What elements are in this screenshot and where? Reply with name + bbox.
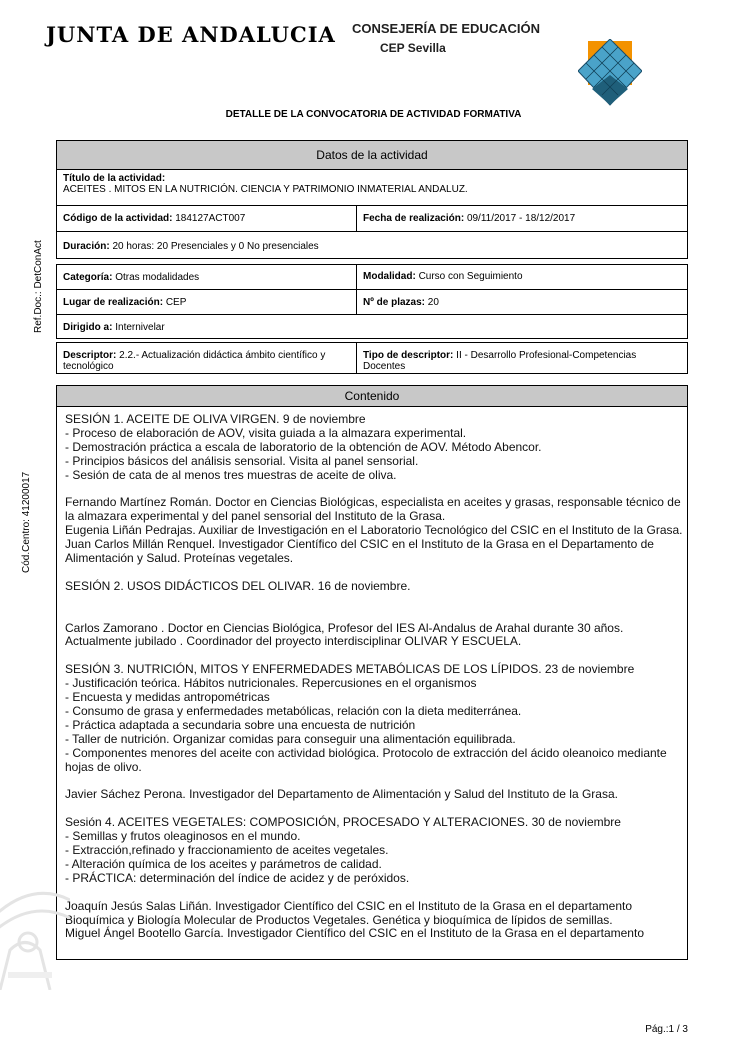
duracion-value: 20 horas: 20 Presenciales y 0 No presenciales [112, 241, 319, 252]
content-line: SESIÓN 2. USOS DIDÁCTICOS DEL OLIVAR. 16 de noviembre. [65, 578, 411, 593]
codigo-value: 184127ACT007 [175, 213, 246, 224]
fecha-value: 09/11/2017 - 18/12/2017 [466, 213, 576, 224]
codigo-fecha-row [57, 206, 687, 232]
document-title: DETALLE DE LA CONVOCATORIA DE ACTIVIDAD FORMATIVA [225, 109, 522, 120]
lugar-label: Lugar de realización: [63, 297, 164, 308]
duracion-row [57, 232, 687, 252]
content-line: Javier Sáchez Perona. Investigador del Departamento de Alimentación y Salud del Instituto de la Grasa. [65, 787, 618, 802]
content-line: SESIÓN 3. NUTRICIÓN, MITOS Y ENFERMEDADES METABÓLICAS DE LOS LÍPIDOS. 23 de noviembre [65, 662, 635, 677]
cep-logo-icon [578, 39, 642, 107]
dirigido-row [57, 315, 687, 333]
lugar-value: CEP [165, 297, 187, 308]
categoria-value: Otras modalidades [115, 272, 200, 283]
blank-line [65, 566, 685, 580]
plazas-cell [357, 290, 687, 314]
content-line: - Extracción,refinado y fraccionamiento de aceites vegetales. [65, 842, 389, 857]
titulo-value: ACEITES . MITOS EN LA NUTRICIÓN. CIENCIA Y PATRIMONIO INMATERIAL ANDALUZ. [63, 184, 468, 195]
page-number: Pág.:1 / 3 [645, 1024, 688, 1035]
content-line: - Proceso de elaboración de AOV, visita guiada a la almazara experimental. [65, 425, 467, 440]
content-line: Juan Carlos Millán Renquel. Investigador Científico del CSIC en el Instituto de la Grasa en el Departamento de Alimentación y Salud. Proteínas vegetales. [65, 537, 654, 566]
contenido-text [65, 413, 685, 941]
tipo-value: II - Desarrollo Profesional-Competencias Docentes [363, 350, 637, 372]
fecha-cell [357, 206, 687, 231]
codigo-cell [57, 206, 357, 231]
content-line: - Encuesta y medidas antropométricas [65, 690, 270, 705]
content-line: - Semillas y frutos oleaginosos en el mundo. [65, 829, 301, 844]
tipo-label: Tipo de descriptor: [363, 350, 454, 361]
blank-line [65, 774, 685, 788]
blank-line [65, 594, 685, 608]
contenido-header: Contenido [57, 386, 687, 407]
content-line: Miguel Ángel Bootello García. Investigador Científico del CSIC en el Instituto de la Grasa en el departamento [65, 926, 644, 941]
cod-centro-label: Cód.Centro: 41200017 [21, 471, 32, 573]
datos-table [56, 140, 688, 259]
content-line: - Sesión de cata de al menos tres muestras de aceite de oliva. [65, 467, 397, 482]
cep-title: CEP Sevilla [380, 41, 446, 55]
blank-line [65, 608, 685, 622]
duracion-label: Duración: [63, 241, 110, 252]
plazas-label: Nº de plazas: [363, 297, 426, 308]
datos-header: Datos de la actividad [57, 141, 687, 170]
content-line: - Componentes menores del aceite con actividad biológica. Protocolo de extracción del ácido oleanoico mediante hojas de olivo. [65, 745, 667, 774]
content-line: Eugenia Liñán Pedrajas. Auxiliar de Investigación en el Laboratorio Tecnológico del CSIC en el Instituto de la Grasa. [65, 523, 683, 538]
content-line: Joaquín Jesús Salas Liñán. Investigador Científico del CSIC en el Instituto de la Grasa en el departamento Bioquímica y Biología Molecular de Productos Vegetales. Genética y bioquímica de lípidos de semillas. [65, 898, 632, 927]
titulo-label: Título de la actividad: [63, 173, 166, 184]
modalidad-cell [357, 265, 687, 289]
modalidad-label: Modalidad: [363, 271, 416, 282]
descriptor-table [56, 342, 688, 374]
plazas-value: 20 [427, 297, 439, 308]
content-line: - PRÁCTICA: determinación del índice de acidez y de peróxidos. [65, 870, 410, 885]
categoria-cell [57, 265, 357, 289]
content-line: Carlos Zamorano . Doctor en Ciencias Biológica, Profesor del IES Al-Andalus de Arahal durante 30 años. [65, 620, 624, 635]
blank-line [65, 886, 685, 900]
content-line: - Justificación teórica. Hábitos nutricionales. Repercusiones en el organismos [65, 676, 477, 691]
content-line: - Práctica adaptada a secundaria sobre una encuesta de nutrición [65, 717, 416, 732]
watermark-emblem-icon [0, 880, 70, 990]
descriptor-label: Descriptor: [63, 350, 117, 361]
datos-table-2 [56, 264, 688, 339]
tipo-cell [357, 343, 687, 373]
blank-line [65, 483, 685, 497]
junta-brand: JUNTA DE ANDALUCIA [46, 22, 336, 47]
dirigido-value: Internivelar [115, 322, 165, 333]
content-line: - Alteración química de los aceites y parámetros de calidad. [65, 856, 382, 871]
content-line: - Demostración práctica a escala de laboratorio de la obtención de AOV. Método Abencor. [65, 439, 542, 454]
descriptor-cell [57, 343, 357, 373]
ref-doc-label: Ref.Doc.: DetConAct [33, 240, 44, 333]
fecha-label: Fecha de realización: [363, 213, 465, 224]
content-line: Fernando Martínez Román. Doctor en Ciencias Biológicas, especialista en aceites y grasas, responsable técnico de la almazara experimental y del panel sensorial del Instituto de la Grasa. [65, 495, 681, 524]
lugar-plazas-row [57, 290, 687, 315]
content-line: - Principios básicos del análisis sensorial. Visita al panel sensorial. [65, 453, 419, 468]
content-line: - Consumo de grasa y enfermedades metabólicas, relación con la dieta mediterránea. [65, 703, 522, 718]
content-line: Actualmente jubilado . Coordinador del proyecto interdisciplinar OLIVAR Y ESCUELA. [65, 634, 522, 649]
dirigido-label: Dirigido a: [63, 322, 113, 333]
titulo-row [57, 170, 687, 206]
content-line: - Taller de nutrición. Organizar comidas para conseguir una alimentación equilibrada. [65, 731, 516, 746]
content-line: Sesión 4. ACEITES VEGETALES: COMPOSICIÓN, PROCESADO Y ALTERACIONES. 30 de noviembre [65, 815, 621, 830]
categoria-label: Categoría: [63, 272, 113, 283]
lugar-cell [57, 290, 357, 314]
descriptor-value: 2.2.- Actualización didáctica ámbito científico y tecnológico [63, 350, 326, 372]
modalidad-value: Curso con Seguimiento [418, 271, 523, 282]
categoria-modalidad-row [57, 265, 687, 290]
consejeria-title: CONSEJERÍA DE EDUCACIÓN [352, 21, 541, 36]
content-line: SESIÓN 1. ACEITE DE OLIVA VIRGEN. 9 de noviembre [65, 412, 366, 426]
codigo-label: Código de la actividad: [63, 213, 173, 224]
